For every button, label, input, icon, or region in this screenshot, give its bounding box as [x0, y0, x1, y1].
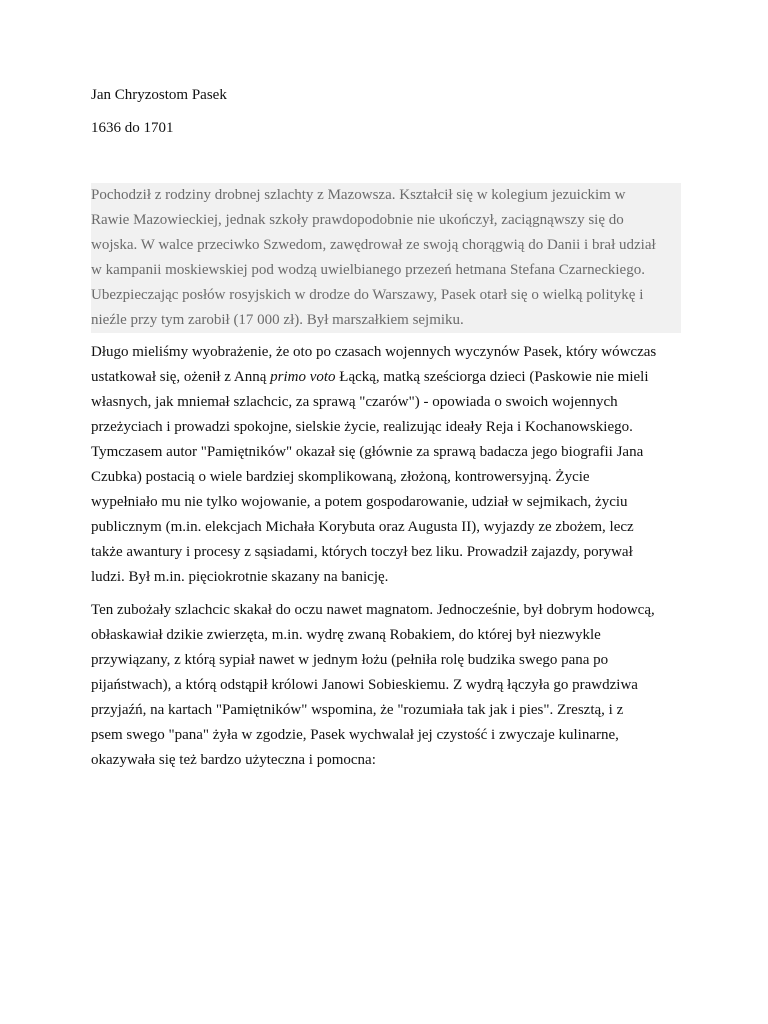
- lead-line: Pochodził z rodziny drobnej szlachty z Mazowsza. Kształcił się w kolegium jezuickim w: [91, 187, 626, 203]
- paragraph-line: Długo mieliśmy wyobrażenie, że oto po czasach wojennych wyczynów Pasek, który wówczas: [91, 344, 657, 360]
- lead-line: wojska. W walce przeciwko Szwedom, zawędrował ze swoją chorągwią do Danii i brał udział: [91, 237, 656, 253]
- paragraph-line: przyjaźń, na kartach "Pamiętników" wspomina, że "rozumiała tak jak i pies". Zresztą, i z: [91, 702, 624, 718]
- paragraph-line: własnych, jak mniemał szlachcic, za sprawą "czarów") - opowiada o swoich wojennych: [91, 394, 618, 410]
- paragraph-line: pijaństwach), a którą odstąpił królowi Janowi Sobieskiemu. Z wydrą łączyła go prawdziwa: [91, 677, 638, 693]
- author-dates: 1636 do 1701: [91, 120, 174, 136]
- paragraph-text: ustatkował się, ożenił z Anną: [91, 369, 271, 385]
- paragraph-line: publicznym (m.in. elekcjach Michała Korybuta oraz Augusta II), wyjazdy ze zbożem, lecz: [91, 519, 634, 535]
- paragraph-line: ludzi. Był m.in. pięciokrotnie skazany na banicję.: [91, 569, 389, 585]
- paragraph-line: okazywała się też bardzo użyteczna i pomocna:: [91, 752, 376, 768]
- lead-line: nieźle przy tym zarobił (17 000 zł). Był marszałkiem sejmiku.: [91, 312, 464, 328]
- paragraph-line: psem swego "pana" żyła w zgodzie, Pasek wychwalał jej czystość i zwyczaje kulinarne,: [91, 727, 619, 743]
- body-paragraph-2: [91, 598, 681, 773]
- lead-line: Rawie Mazowieckiej, jednak szkoły prawdopodobnie nie ukończył, zaciągnąwszy się do: [91, 212, 624, 228]
- body-paragraph-1: [91, 340, 681, 590]
- paragraph-line: Ten zubożały szlachcic skakał do oczu nawet magnatom. Jednocześnie, był dobrym hodowcą,: [91, 602, 655, 618]
- document-content: [91, 85, 681, 773]
- paragraph-line: także awantury i procesy z sąsiadami, których toczył bez liku. Prowadził zajazdy, porywał: [91, 544, 633, 560]
- paragraph-line: obłaskawiał dzikie zwierzęta, m.in. wydrę zwaną Robakiem, do której był niezwykle: [91, 627, 601, 643]
- author-name: Jan Chryzostom Pasek: [91, 87, 227, 103]
- paragraph-line: przywiązany, z którą sypiał nawet w jednym łożu (pełniła rolę budzika swego pana po: [91, 652, 609, 668]
- paragraph-line-with-emphasis: [91, 365, 681, 390]
- paragraph-line: przeżyciach i prowadzi spokojne, sielskie życie, realizując ideały Reja i Kochanowskiego.: [91, 419, 633, 435]
- emphasized-phrase: primo voto: [270, 369, 336, 385]
- lead-line: w kampanii moskiewskiej pod wodzą uwielbianego przezeń hetmana Stefana Czarneckiego.: [91, 262, 645, 278]
- lead-line: Ubezpieczając posłów rosyjskich w drodze do Warszawy, Pasek otarł się o wielką politykę i: [91, 287, 644, 303]
- paragraph-line: Czubka) postacią o wiele bardziej skomplikowaną, złożoną, kontrowersyjną. Życie: [91, 469, 590, 485]
- paragraph-line: wypełniało mu nie tylko wojowanie, a potem gospodarowanie, udział w sejmikach, życiu: [91, 494, 628, 510]
- highlighted-lead-paragraph: [91, 183, 681, 333]
- paragraph-line: Tymczasem autor "Pamiętników" okazał się (głównie za sprawą badacza jego biografii Jana: [91, 444, 644, 460]
- paragraph-text: Łącką, matką sześciorga dzieci (Paskowie nie mieli: [335, 369, 649, 385]
